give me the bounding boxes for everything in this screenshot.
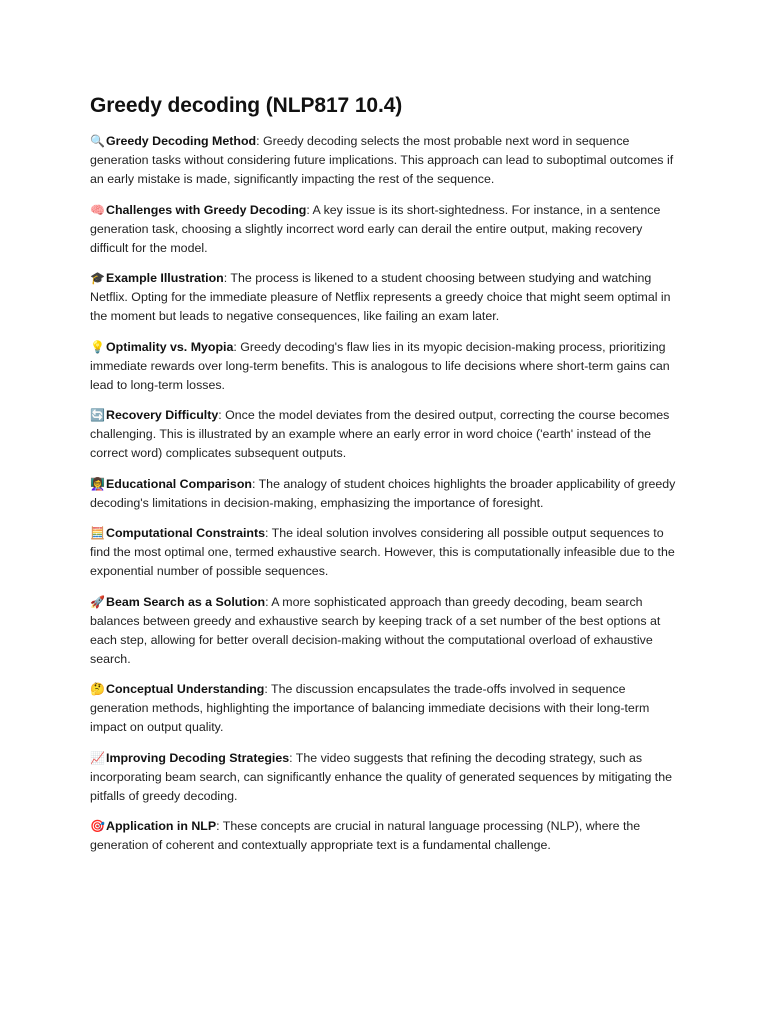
section-text: : A more sophisticated approach than greedy decoding, beam search balances between greedy and exhaustive search by keeping track of a set number of the best options at each step, allowing for better overall decision-making without the computational overload of exhaustive search. (90, 594, 661, 666)
section-heading: Beam Search as a Solution (106, 594, 266, 609)
section-heading: Example Illustration (106, 271, 224, 285)
chart-increasing-icon: 📈 (90, 750, 105, 765)
section-text: : A key issue is its short-sightedness. For instance, in a sentence generation task, choosing a slightly incorrect word early can derail the entire output, making recovery difficult for the model. (90, 202, 661, 255)
section-text: : Once the model deviates from the desired output, correcting the course becomes challenging. This is illustrated by an example where an early error in word choice ('earth' instead of the correct word) complicates subsequent outputs. (90, 408, 670, 460)
section-text: : Greedy decoding's flaw lies in its myopic decision-making process, prioritizing immediate rewards over long-term benefits. This is analogous to life decisions where short-term gains can lead to long-term losses. (90, 339, 670, 392)
section-heading: Conceptual Understanding (106, 682, 265, 696)
section-heading: Optimality vs. Myopia (106, 339, 234, 354)
refresh-arrows-icon: 🔄 (90, 408, 105, 422)
section-text: : Greedy decoding selects the most probable next word in sequence generation tasks without considering future implications. This approach can lead to suboptimal outcomes if an early mistake is made, significantly impacting the rest of the sequence. (90, 134, 674, 186)
thinking-face-icon: 🤔 (90, 682, 105, 696)
section-optimality-vs-myopia (90, 338, 678, 395)
target-icon: 🎯 (90, 819, 105, 833)
section-heading: Educational Comparison (106, 476, 252, 491)
rocket-icon: 🚀 (90, 594, 105, 609)
section-improving-strategies (90, 749, 678, 806)
section-challenges (90, 201, 678, 258)
section-text: : The discussion encapsulates the trade-offs involved in sequence generation methods, highlighting the importance of balancing immediate decisions with their long-term impact on output quality. (90, 682, 650, 734)
page-title: Greedy decoding (NLP817 10.4) (90, 94, 403, 117)
brain-icon: 🧠 (90, 202, 105, 217)
section-text: : These concepts are crucial in natural language processing (NLP), where the generation of coherent and contextually appropriate text is a fundamental challenge. (90, 819, 641, 852)
section-heading: Challenges with Greedy Decoding (106, 202, 307, 217)
section-greedy-decoding-method (90, 132, 678, 189)
section-heading: Improving Decoding Strategies (106, 750, 290, 765)
section-computational-constraints (90, 524, 678, 581)
magnifying-glass-icon: 🔍 (90, 134, 105, 148)
section-application-in-nlp (90, 817, 678, 855)
section-heading: Application in NLP (106, 819, 217, 833)
graduation-cap-icon: 🎓 (90, 271, 105, 285)
section-heading: Computational Constraints (106, 526, 266, 540)
section-text: : The ideal solution involves considering all possible output sequences to find the most optimal one, termed exhaustive search. However, this is computationally infeasible due to the exponential number of possible sequences. (90, 526, 675, 578)
light-bulb-icon: 💡 (90, 339, 105, 354)
abacus-icon: 🧮 (90, 526, 105, 540)
teacher-icon: 👩‍🏫 (90, 476, 105, 491)
section-recovery-difficulty (90, 406, 678, 463)
section-example-illustration (90, 269, 678, 326)
section-heading: Recovery Difficulty (106, 408, 219, 422)
section-beam-search (90, 593, 678, 669)
section-educational-comparison (90, 475, 678, 513)
section-conceptual-understanding (90, 680, 678, 737)
section-heading: Greedy Decoding Method (106, 134, 257, 148)
section-text: : The video suggests that refining the decoding strategy, such as incorporating beam search, can significantly enhance the quality of generated sequences by mitigating the pitfalls of greedy decoding. (90, 750, 673, 803)
section-text: : The analogy of student choices highlights the broader applicability of greedy decoding's limitations in decision-making, emphasizing the importance of foresight. (90, 476, 676, 510)
section-text: : The process is likened to a student choosing between studying and watching Netflix. Opting for the immediate pleasure of Netflix represents a greedy choice that might seem optimal in the moment but leads to negative consequences, like failing an exam later. (90, 271, 671, 323)
